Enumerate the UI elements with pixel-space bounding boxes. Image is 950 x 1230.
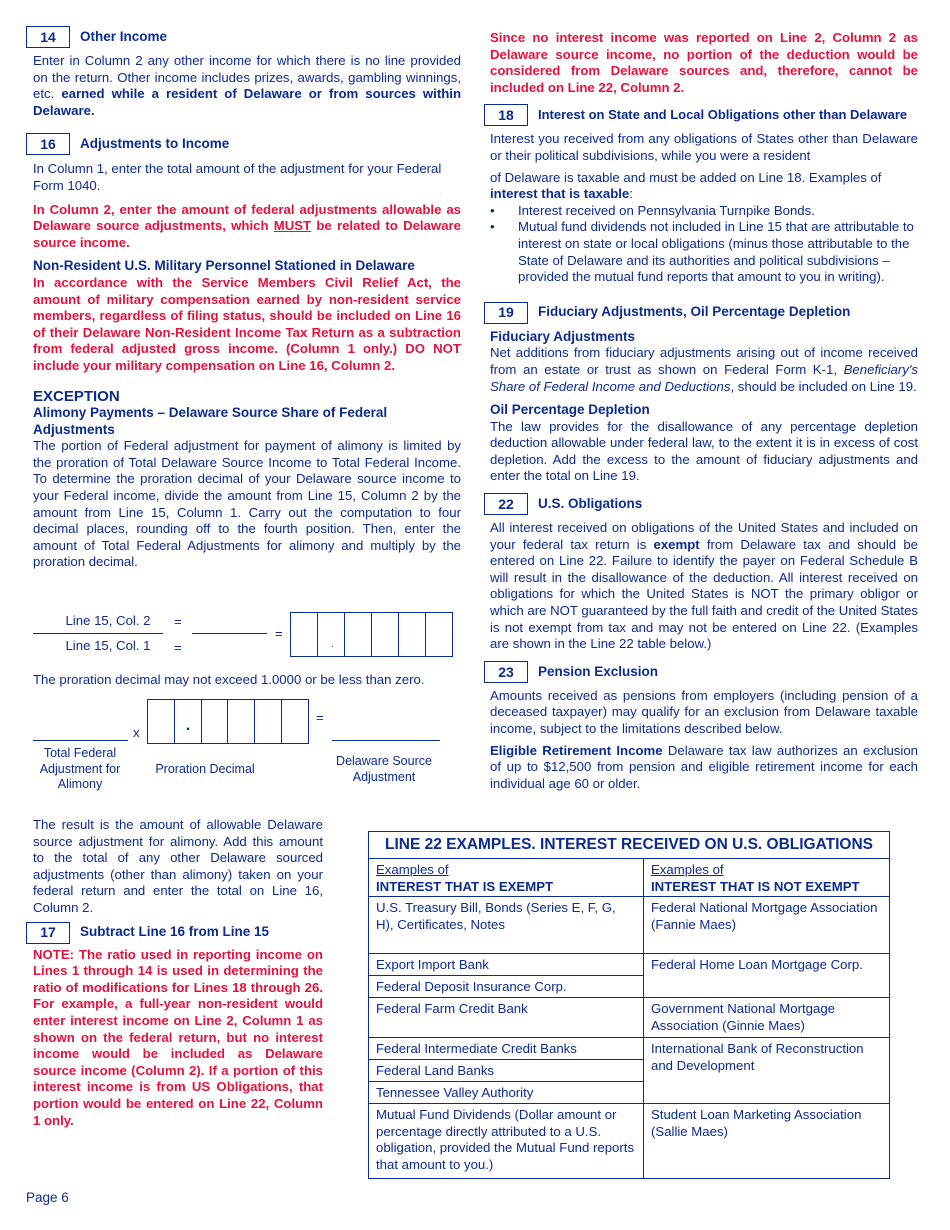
- list-item: • Mutual fund dividends not included in Line 15 that are attributable to interest on state or local obligations (minus those attributable to the State of Delaware and its authorities and political subdivisions – provided the mutual fund reports that amount to you in writing).: [490, 219, 918, 285]
- lower-left-column: [33, 817, 323, 1129]
- table-header-exempt: Examples of INTEREST THAT IS EXEMPT: [369, 859, 643, 897]
- decimal-point: .: [185, 717, 191, 734]
- result-text: The result is the amount of allowable Delaware source adjustment for alimony. Add this amount to the total of any other Delaware sourced adjustments (other than alimony) taken on your federal return and enter the total on Line 16, Column 2.: [33, 817, 323, 915]
- us-obligations-text: All interest received on obligations of the United States and included on your federal tax return is exempt from Delaware tax and should be entered on Line 22. Failure to identify the payer on Federal Schedule B will result in the disallowance of the deduction. All interest received on obligations for which the United States is NOT the primary obligor or which are NOT guaranteed by the full faith and credit of the United States is not exempt from tax and may not be entered on Line 22. (Examples are shown in the Line 22 table below.): [490, 520, 918, 652]
- section-title: Other Income: [80, 28, 168, 44]
- total-federal-line: [33, 740, 128, 741]
- adjustments-col1-text: In Column 1, enter the total amount of the adjustment for your Federal Form 1040.: [33, 161, 442, 193]
- military-heading: Non-Resident U.S. Military Personnel Stationed in Delaware: [33, 258, 415, 274]
- section-number: 23: [484, 661, 528, 683]
- interest-note: Since no interest income was reported on Line 2, Column 2 as Delaware source income, no portion of the deduction would be considered from Delaware sources and, therefore, cannot be included on Line 22, Column 2.: [490, 30, 918, 95]
- table-body: [369, 859, 889, 1178]
- pension-text: Amounts received as pensions from employers (including pension of a deceased taxpayer) may qualify for an exclusion from Delaware taxable income, subject to the limitations described below.: [490, 687, 918, 736]
- other-income-text: Enter in Column 2 any other income for which there is no line provided on the return. Other income includes prizes, awards, gambling winnings, etc. earned while a resident of Delaware or from sources within Delaware.: [33, 53, 461, 118]
- list-item: • Interest received on Pennsylvania Turnpike Bonds.: [490, 203, 918, 220]
- equals-sign: =: [316, 710, 324, 725]
- fraction-bar: [33, 633, 163, 634]
- table-cell: Government National Mortgage Association (Ginnie Maes): [644, 998, 889, 1038]
- section-number: 19: [484, 302, 528, 324]
- proration-limit-note: The proration decimal may not exceed 1.0000 or be less than zero.: [33, 672, 425, 687]
- section-title: Pension Exclusion: [538, 663, 659, 679]
- section-17-header: [26, 922, 323, 944]
- fiduciary-text: Net additions from fiduciary adjustments arising out of income received from an estate or trust as shown on Federal Form K-1, Beneficiary's Share of Federal Income and Deductions, should be included on Line 19.: [490, 345, 918, 394]
- table-cell: Mutual Fund Dividends (Dollar amount or percentage directly attributed to a U.S. obligation, provided the Mutual Fund reports that amount to you.): [376, 1107, 635, 1172]
- page-number: Page 6: [26, 1190, 69, 1205]
- ratio-note: NOTE: The ratio used in reporting income on Lines 1 through 14 is used in determining the ratio of modifications for Lines 18 through 26. For example, a full-year non-resident would enter interest income on Line 2, Column 1 as shown on the federal return, but no interest income would be included as Delaware source income (Column 2). If a portion of this interest income is from US Obligations, that portion would be entered on Line 22, Column 1 only.: [33, 946, 323, 1128]
- section-title: U.S. Obligations: [538, 495, 643, 511]
- table-cell: U.S. Treasury Bill, Bonds (Series E, F, G, H), Certificates, Notes: [369, 897, 643, 954]
- table-cell: Federal Intermediate Credit Banks: [369, 1038, 643, 1060]
- decimal-point: .: [331, 639, 334, 651]
- formula-numerator: Line 15, Col. 2: [65, 613, 151, 628]
- military-text: In accordance with the Service Members Civil Relief Act, the amount of military compensation earned by non-resident service members, regardless of filing status, should be included on Line 16 of their Delaware Non-Resident Income Tax Return as a subtraction from federal adjusted gross income. (Column 1 only.) DO NOT include your military compensation on Line 16, Column 2.: [33, 274, 461, 373]
- section-16-header: [26, 133, 461, 155]
- section-number: 22: [484, 493, 528, 515]
- section-23-header: [484, 661, 918, 683]
- section-number: 16: [26, 133, 70, 155]
- section-number: 14: [26, 26, 70, 48]
- eligible-retirement-text: Eligible Retirement Income Delaware tax law authorizes an exclusion of up to $12,500 from pension and eligible retirement income for each individual age 60 or older.: [490, 742, 918, 791]
- caption-proration: Proration Decimal: [155, 762, 255, 776]
- formula-denominator: Line 15, Col. 1: [65, 638, 151, 653]
- caption-total-federal: Total Federal Adjustment for Alimony: [39, 746, 121, 791]
- taxable-interest-list: [490, 203, 918, 286]
- section-title: Subtract Line 16 from Line 15: [80, 924, 270, 940]
- section-19-header: [484, 302, 918, 324]
- not-exempt-column: [644, 859, 889, 1178]
- oil-heading: Oil Percentage Depletion: [490, 402, 650, 418]
- table-cell: Student Loan Marketing Association (Sallie Maes): [651, 1107, 862, 1139]
- line-22-examples-table: [368, 831, 890, 1179]
- alimony-text: The portion of Federal adjustment for payment of alimony is limited by the proration of Total Delaware Source Income to Total Federal Income. To determine the proration decimal of your Delaware source income to your Federal income, divide the amount from Line 15, Column 2 by the amount from Line 15, Column 1. Carry out the computation to four decimal places, rounding off to the fourth position. Then, enter the amount of Total Federal Adjustments for alimony and multiply by the proration decimal.: [33, 438, 461, 570]
- proration-decimal-boxes: [290, 612, 453, 657]
- equals-sign: =: [174, 614, 182, 629]
- table-cell: Federal Home Loan Mortgage Corp.: [644, 954, 889, 998]
- equals-sign: =: [275, 626, 283, 641]
- section-title: Adjustments to Income: [80, 136, 230, 152]
- section-number: 18: [484, 104, 528, 126]
- table-cell: Federal National Mortgage Association (Fannie Maes): [644, 897, 889, 954]
- source-adjustment-line: [332, 740, 440, 741]
- table-cell: Tennessee Valley Authority: [369, 1082, 643, 1104]
- table-cell: International Bank of Reconstruction and Development: [644, 1038, 889, 1104]
- table-cell: Export Import Bank: [369, 954, 643, 976]
- section-title: Interest on State and Local Obligations other than Delaware: [538, 107, 908, 123]
- state-obligations-text-2: of Delaware is taxable and must be added on Line 18. Examples of interest that is taxable:: [490, 169, 882, 202]
- caption-source: Delaware Source Adjustment: [336, 754, 432, 784]
- table-cell: Federal Farm Credit Bank: [369, 998, 643, 1038]
- left-column: [33, 26, 461, 571]
- oil-text: The law provides for the disallowance of any percentage depletion deduction allowable under federal law, to the extent it is in excess of cost depletion. Add the excess to the amount of fiduciary adjustments and enter the total on Line 19.: [490, 418, 918, 484]
- result-line: [192, 633, 267, 634]
- table-header-not-exempt: Examples of INTEREST THAT IS NOT EXEMPT: [644, 859, 889, 897]
- section-18-header: [484, 104, 918, 126]
- equals-sign: =: [174, 640, 182, 655]
- state-obligations-text: Interest you received from any obligations of States other than Delaware or their political subdivisions, while you were a resident: [490, 131, 918, 163]
- section-22-header: [484, 493, 918, 515]
- right-column: [490, 30, 918, 792]
- alimony-heading: Alimony Payments – Delaware Source Share of Federal Adjustments: [33, 405, 388, 437]
- table-cell: Federal Deposit Insurance Corp.: [369, 976, 643, 998]
- section-title: Fiduciary Adjustments, Oil Percentage Depletion: [538, 304, 851, 320]
- exception-heading: EXCEPTION: [33, 387, 120, 405]
- exempt-column: [369, 859, 644, 1178]
- section-14-header: [26, 26, 461, 48]
- adjustments-col2-text: In Column 2, enter the amount of federal adjustments allowable as Delaware source adjustments, which MUST be related to Delaware source income.: [33, 201, 461, 250]
- fiduciary-heading: Fiduciary Adjustments: [490, 328, 636, 344]
- section-number: 17: [26, 922, 70, 944]
- proration-decimal-boxes-2: [147, 699, 309, 744]
- times-sign: x: [133, 725, 140, 740]
- table-title: LINE 22 EXAMPLES. INTEREST RECEIVED ON U.S. OBLIGATIONS: [369, 832, 889, 859]
- table-cell: Federal Land Banks: [369, 1060, 643, 1082]
